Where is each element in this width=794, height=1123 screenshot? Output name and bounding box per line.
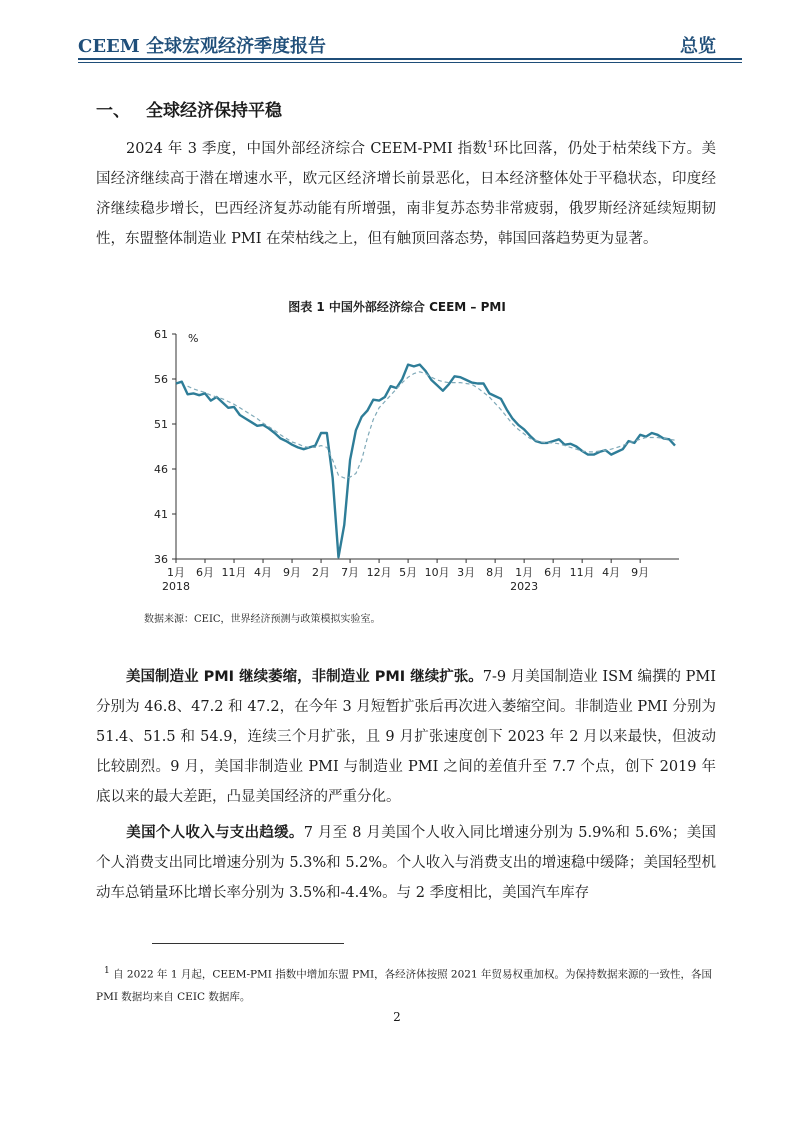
figure-source: 数据来源：CEIC，世界经济预测与政策模拟实验室。 xyxy=(144,614,381,625)
year-label: 2018 xyxy=(162,580,190,593)
pmi-series-line xyxy=(176,365,675,558)
y-tick-label: 56 xyxy=(154,373,168,386)
x-tick-label: 9月 xyxy=(631,566,650,579)
y-tick-label: 51 xyxy=(154,418,168,431)
report-title: CEEM 全球宏观经济季度报告 xyxy=(78,36,326,57)
x-tick-label: 11月 xyxy=(221,566,247,579)
header-rule-thin xyxy=(78,62,742,63)
x-tick-label: 3月 xyxy=(457,566,476,579)
footnote-text: 自 2022 年 1 月起，CEEM-PMI 指数中增加东盟 PMI，各经济体按照 2021 年贸易权重加权。为保持数据来源的一致性，各国 PMI 数据均来自 CEIC 数据库。 xyxy=(96,968,712,1003)
x-tick-label: 6月 xyxy=(196,566,215,579)
y-tick-label: 41 xyxy=(154,508,168,521)
us-income-body: 7 月至 8 月美国个人收入同比增速分别为 5.9%和 5.6%；美国个人消费支出同比增速分别为 5.3%和 5.2%。个人收入与消费支出的增速稳中缓降；美国轻型机动车总销量环比增长率分别为 3.5%和-4.4%。与 2 季度相比，美国汽车库存 xyxy=(96,825,717,901)
header-rule xyxy=(78,58,742,60)
page-number: 2 xyxy=(393,1010,401,1024)
year-label: 2023 xyxy=(510,580,539,593)
section-title: 全球经济保持平稳 xyxy=(146,101,282,121)
footnote-rule xyxy=(152,943,344,944)
x-tick-label: 9月 xyxy=(283,566,302,579)
figure-title: 图表 1 中国外部经济综合 CEEM – PMI xyxy=(288,300,506,314)
y-tick-label: 46 xyxy=(154,463,168,476)
intro-text-b: 环比回落，仍处于枯荣线下方。美国经济继续高于潜在增速水平，欧元区经济增长前景恶化，日本经济整体处于平稳状态，印度经济继续稳步增长，巴西经济复苏动能有所增强，南非复苏态势非常疲弱，俄罗斯经济延续短期韧性，东盟整体制造业 PMI 在荣枯线之上，但有触顶回落态势，韩国回落趋势更为显著。 xyxy=(96,140,716,247)
x-tick-label: 1月 xyxy=(515,566,534,579)
footnote-mark: 1 xyxy=(104,966,110,976)
x-tick-label: 6月 xyxy=(544,566,563,579)
x-tick-label: 10月 xyxy=(424,566,450,579)
section-number: 一、 xyxy=(96,101,130,121)
x-tick-label: 7月 xyxy=(341,566,360,579)
x-tick-label: 11月 xyxy=(569,566,595,579)
us-income-lead: 美国个人收入与支出趋缓。 xyxy=(126,825,304,841)
section-heading xyxy=(96,96,282,121)
us-pmi-lead: 美国制造业 PMI 继续萎缩，非制造业 PMI 继续扩张。 xyxy=(126,669,483,685)
pmi-line-chart xyxy=(130,318,690,603)
unit-label: % xyxy=(188,332,199,345)
us-pmi-body: 7-9 月美国制造业 ISM 编撰的 PMI 分别为 46.8、47.2 和 47.2，在今年 3 月短暂扩张后再次进入萎缩空间。非制造业 PMI 分别为 51.4、51.5 和 54.9，连续三个月扩张，且 9 月扩张速度创下 2023 年 2 月以来最快，但波动比较剧烈。9 月，美国非制造业 PMI 与制造业 PMI 之间的差值升至 7.7 个点，创下 2019 年底以来的最大差距，凸显美国经济的严重分化。 xyxy=(96,669,717,805)
us-income-paragraph xyxy=(96,818,716,908)
x-tick-label: 4月 xyxy=(254,566,273,579)
x-tick-label: 12月 xyxy=(366,566,392,579)
x-tick-label: 5月 xyxy=(399,566,418,579)
intro-paragraph xyxy=(96,130,716,254)
footnote-ref: 1 xyxy=(487,140,494,150)
x-tick-label: 1月 xyxy=(167,566,185,579)
section-label: 总览 xyxy=(680,36,716,57)
intro-text-a: 2024 年 3 季度，中国外部经济综合 CEEM-PMI 指数 xyxy=(126,140,488,157)
y-tick-label: 61 xyxy=(154,328,168,341)
x-tick-label: 2月 xyxy=(312,566,331,579)
us-pmi-paragraph xyxy=(96,662,716,812)
x-tick-label: 8月 xyxy=(486,566,505,579)
footnote xyxy=(96,960,716,1008)
y-tick-label: 36 xyxy=(154,553,168,566)
x-tick-label: 4月 xyxy=(602,566,621,579)
